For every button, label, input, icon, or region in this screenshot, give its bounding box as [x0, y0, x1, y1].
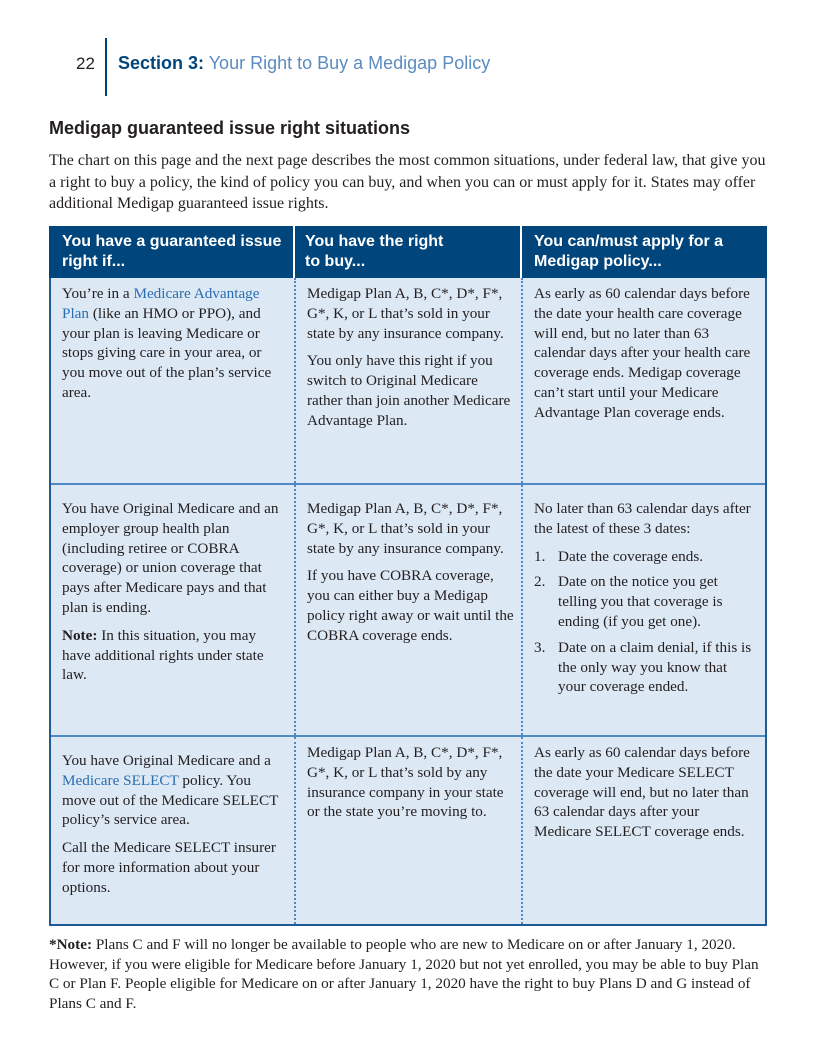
- header-col-3: You can/must apply for a Medigap policy...: [534, 233, 724, 270]
- row2-col1: You have Original Medicare and an employer group health plan (including retiree or COBRA coverage) or union coverage that pays after Medicare pays and that plan is ending. Note: In this situation, you may have additional rights under state law.: [62, 500, 279, 684]
- row1-col1: You’re in a Medicare Advantage Plan (like an HMO or PPO), and your plan is leaving Medicare or stops giving care in your area, or you move out of the plan’s service area.: [62, 285, 272, 401]
- row2-col2: Medigap Plan A, B, C*, D*, F*, G*, K, or L that’s sold in your state by any insurance company. If you have COBRA coverage, you can either buy a Medigap policy right away or wait until the COBRA coverage ends.: [307, 500, 514, 644]
- header-col-1: You have a guaranteed issue right if...: [62, 233, 282, 270]
- table-row: [51, 485, 765, 735]
- coverage-dates-list: [534, 547, 756, 698]
- page-header: [0, 0, 816, 100]
- header-col-2: You have the right to buy...: [305, 233, 444, 270]
- row1-col2: Medigap Plan A, B, C*, D*, F*, G*, K, or L that’s sold in your state by any insurance company. You only have this right if you switch to Original Medicare rather than join another Medicare Advantage Plan.: [307, 285, 511, 429]
- section-title: [118, 53, 490, 74]
- row3-col2: Medigap Plan A, B, C*, D*, F*, G*, K, or L that’s sold by any insurance company in your state or the state you’re moving to.: [307, 744, 504, 821]
- row1-col3: As early as 60 calendar days before the date your health care coverage will end, but no later than 63 calendar days after your health care coverage ends. Medigap coverage can’t start until your Medicare Advantage Plan coverage ends.: [534, 285, 751, 421]
- row2-col3: No later than 63 calendar days after the latest of these 3 dates: 1. Date the coverage ends. 2. Date on the notice you get telling you that coverage is ending (if you get one). 3. Date on a claim denial, if this is the only way you know that your coverage ended.: [523, 485, 765, 735]
- list-item: 3. Date on a claim denial, if this is the only way you know that your coverage ended.: [534, 638, 752, 696]
- intro-paragraph: The chart on this page and the next page describes the most common situations, under federal law, that give you a right to buy a policy, the kind of policy you can buy, and when you can or must apply for it. States may offer additional Medigap guaranteed issue rights.: [49, 152, 766, 212]
- header-divider: [105, 38, 107, 96]
- page-number: 22: [76, 54, 95, 73]
- list-item: 1. Date the coverage ends.: [534, 547, 704, 565]
- section-name: Your Right to Buy a Medigap Policy: [204, 53, 491, 73]
- medicare-advantage-link[interactable]: Medicare Advantage Plan: [62, 285, 260, 322]
- row3-col1: You have Original Medicare and a Medicare SELECT policy. You move out of the Medicare SELECT policy’s service area. Call the Medicare SELECT insurer for more information about your options.: [62, 752, 279, 896]
- table-row: [51, 278, 765, 483]
- guaranteed-issue-table: [49, 226, 767, 926]
- medicare-select-link[interactable]: Medicare SELECT: [62, 771, 179, 789]
- list-item: 2. Date on the notice you get telling you that coverage is ending (if you get one).: [534, 573, 723, 630]
- page-heading: Medigap guaranteed issue right situations: [49, 118, 411, 138]
- section-label: Section 3:: [118, 53, 205, 73]
- table-row: [51, 737, 765, 924]
- footnote: *Note: Plans C and F will no longer be available to people who are new to Medicare on or after January 1, 2020. However, if you were eligible for Medicare before January 1, 2020 but not yet enrolled, you may be able to buy Plan C or Plan F. People eligible for Medicare on or after January 1, 2020 have the right to buy Plans D and G instead of Plans C and F.: [49, 936, 759, 1012]
- table-header: [49, 226, 767, 278]
- row3-col3: As early as 60 calendar days before the date your Medicare SELECT coverage will end, but no later than 63 calendar days after your Medicare SELECT coverage ends.: [534, 744, 750, 841]
